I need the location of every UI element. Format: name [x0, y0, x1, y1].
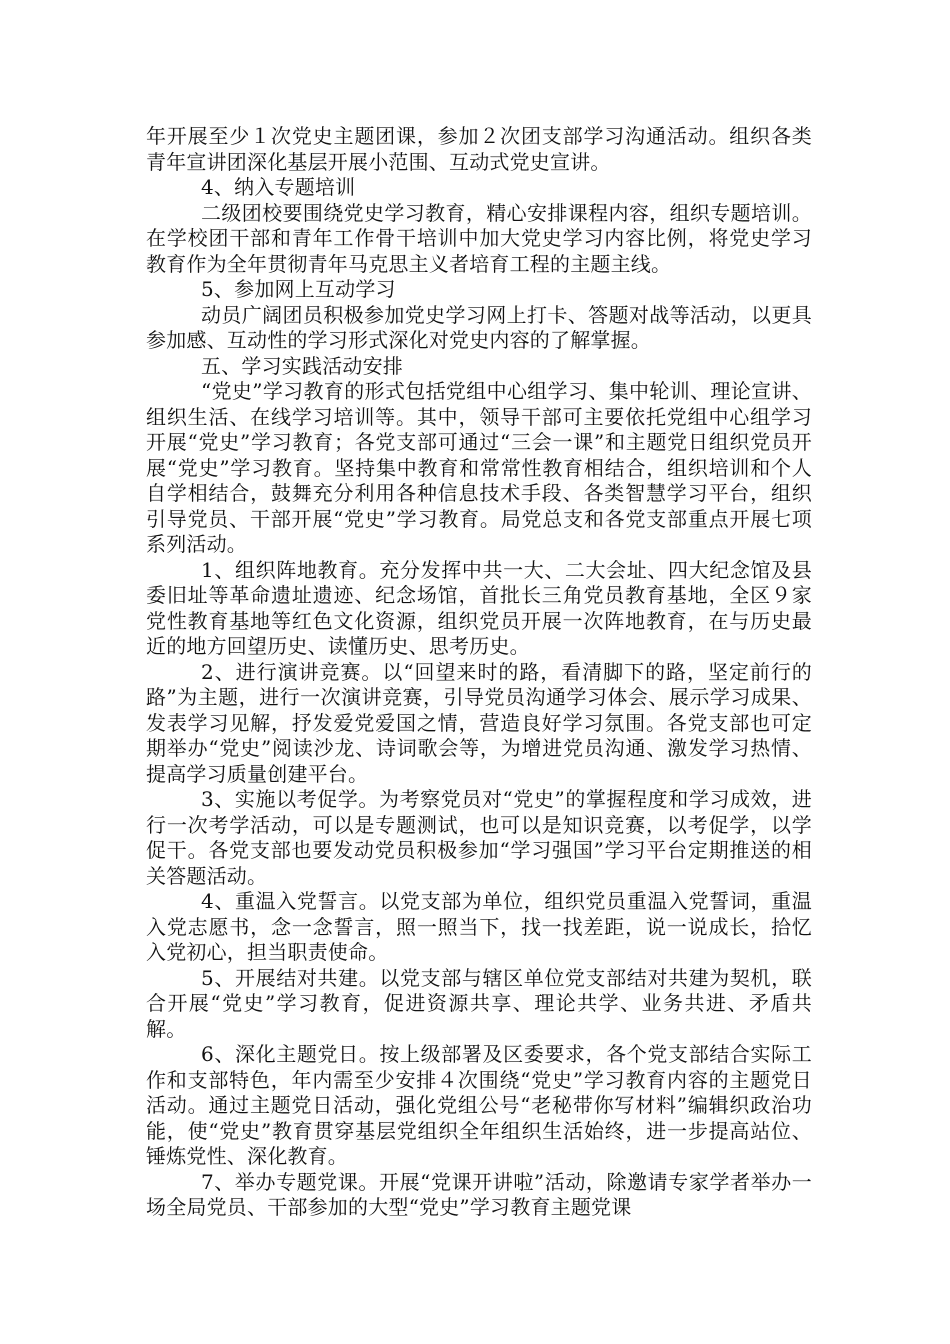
- section-heading: 五、学习实践活动安排: [201, 353, 403, 378]
- document-body: [146, 124, 812, 1221]
- paragraph: 3、实施以考促学。为考察党员对“党史”的掌握程度和学习成效，进行一次考学活动，可以是专题测试，也可以是知识竞赛，以考促学，以学促干。各党支部也要发动党员积极参加“学习强国”学习平台定期推送的相关答题活动。: [146, 787, 812, 888]
- paragraph: 7、举办专题党课。开展“党课开讲啦”活动，除邀请专家学者举办一场全局党员、干部参加的大型“党史”学习教育主题党课: [146, 1169, 812, 1219]
- paragraph: “党史”学习教育的形式包括党组中心组学习、集中轮训、理论宣讲、组织生活、在线学习培训等。其中，领导干部可主要依托党组中心组学习开展“党史”学习教育；各党支部可通过“三会一课”和主题党日组织党员开展“党史”学习教育。坚持集中教育和常常性教育相结合，组织培训和个人自学相结合，鼓舞充分利用各种信息技术手段、各类智慧学习平台，组织引导党员、干部开展“党史”学习教育。局党总支和各党支部重点开展七项系列活动。: [146, 379, 812, 556]
- paragraph: 动员广阔团员积极参加党史学习网上打卡、答题对战等活动，以更具参加感、互动性的学习形式深化对党史内容的了解掌握。: [146, 302, 812, 352]
- paragraph: 6、深化主题党日。按上级部署及区委要求，各个党支部结合实际工作和支部特色，年内需至少安排４次围绕“党史”学习教育内容的主题党日活动。通过主题党日活动，强化党组公号“老秘带你写材料”编辑织政治功能，使“党史”教育贯穿基层党组织全年组织生活始终，进一步提高站位、锤炼党性、深化教育。: [146, 1042, 812, 1168]
- section-heading: 4、纳入专题培训: [201, 175, 356, 199]
- paragraph: 二级团校要围绕党史学习教育，精心安排课程内容，组织专题培训。在学校团干部和青年工作骨干培训中加大党史学习内容比例，将党史学习教育作为全年贯彻青年马克思主义者培育工程的主题主线。: [146, 200, 812, 276]
- paragraph: 2、进行演讲竞赛。以“回望来时的路，看清脚下的路，坚定前行的路”为主题，进行一次演讲竞赛，引导党员沟通学习体会、展示学习成果、发表学习见解，抒发爱党爱国之情，营造良好学习氛围。各党支部也可定期举办“党史”阅读沙龙、诗词歌会等，为增进党员沟通、激发学习热情、提高学习质量创建平台。: [146, 659, 812, 786]
- section-heading: 5、参加网上互动学习: [201, 277, 396, 301]
- paragraph: 5、开展结对共建。以党支部与辖区单位党支部结对共建为契机，联合开展“党史”学习教育，促进资源共享、理论共学、业务共进、矛盾共解。: [146, 965, 812, 1041]
- paragraph: 1、组织阵地教育。充分发挥中共一大、二大会址、四大纪念馆及县委旧址等革命遗址遗迹、纪念场馆，首批长三角党员教育基地，全区９家党性教育基地等红色文化资源，组织党员开展一次阵地教育，在与历史最近的地方回望历史、读懂历史、思考历史。: [146, 557, 812, 658]
- paragraph-continuation: 年开展至少１次党史主题团课，参加２次团支部学习沟通活动。组织各类青年宣讲团深化基层开展小范围、互动式党史宣讲。: [146, 124, 812, 174]
- paragraph: 4、重温入党誓言。以党支部为单位，组织党员重温入党誓词，重温入党志愿书，念一念誓言，照一照当下，找一找差距，说一说成长，拾忆入党初心，担当职责使命。: [146, 889, 812, 964]
